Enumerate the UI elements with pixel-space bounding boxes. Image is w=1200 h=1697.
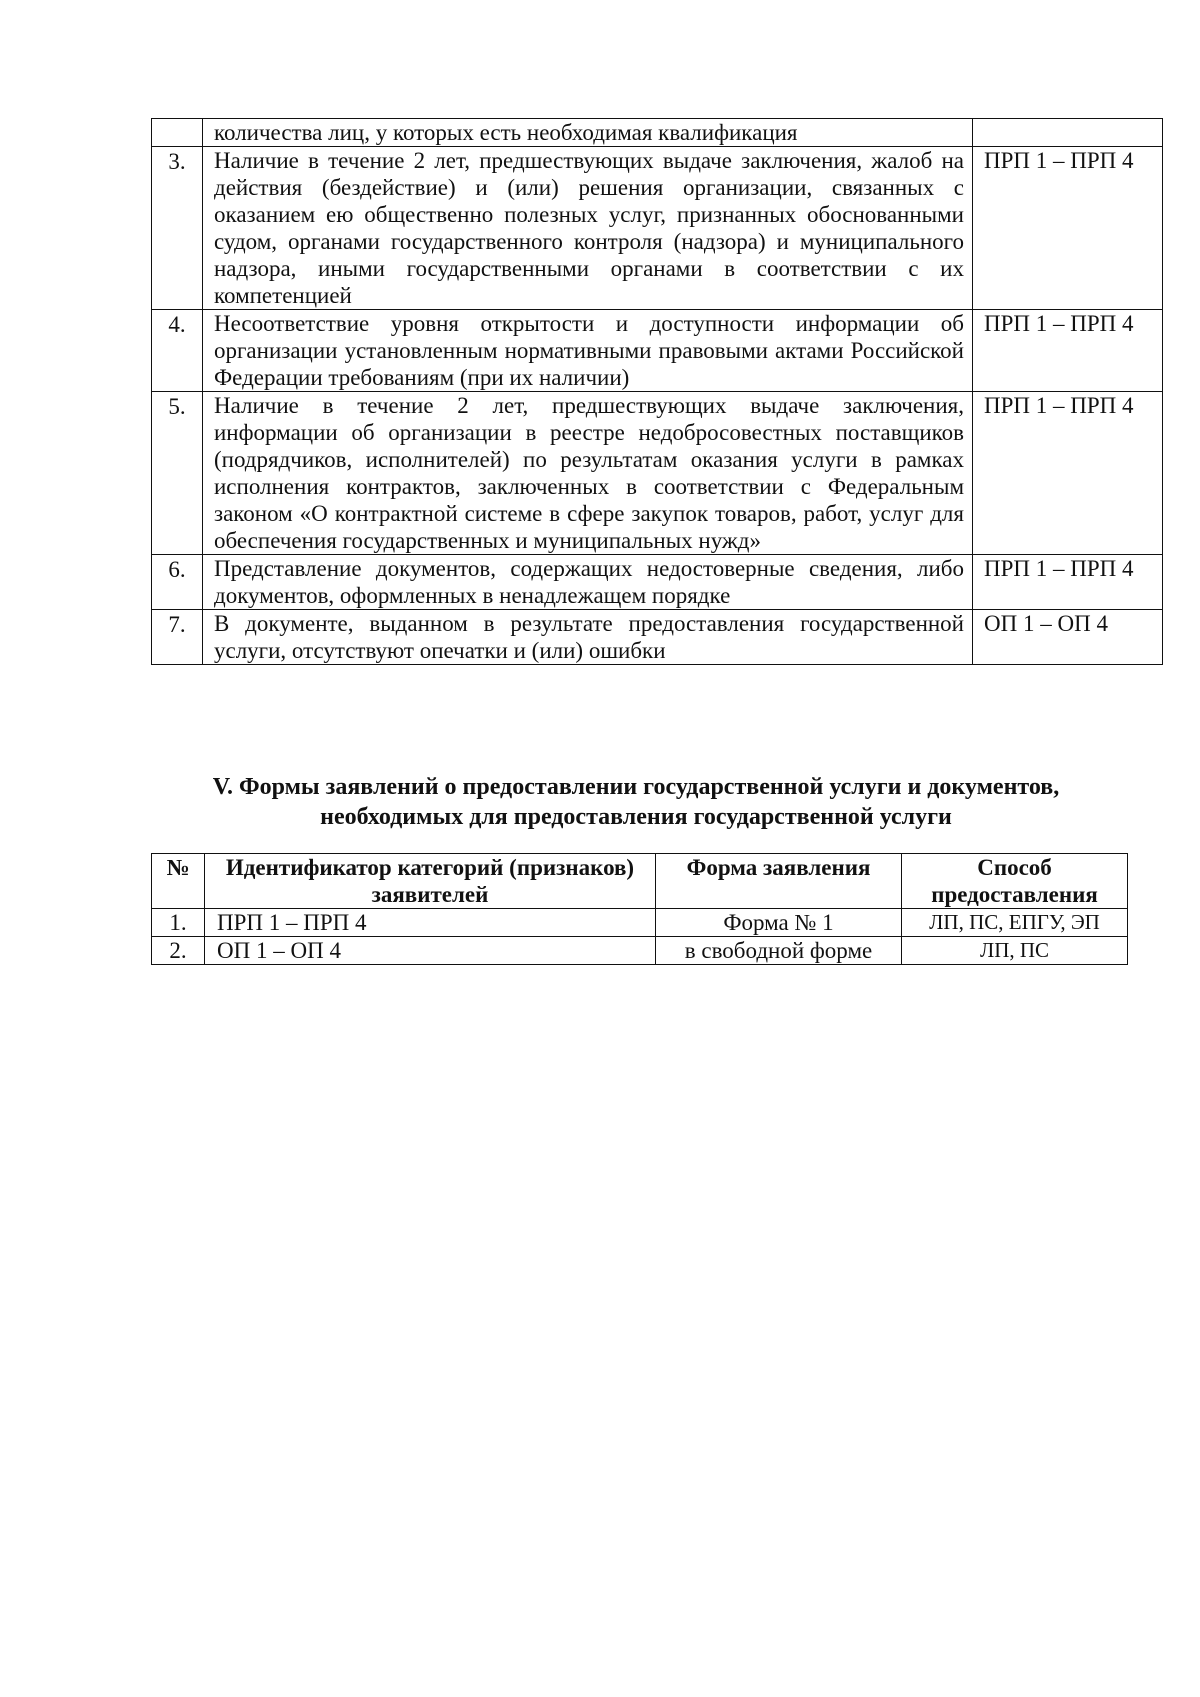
table-row [152, 909, 1128, 937]
row-text: Наличие в течение 2 лет, предшествующих выдаче заключения, информации об организации в реестре недобросовестных поставщиков (подрядчиков, исполнителей) по результатам оказания услуги в рамках исполнения контрактов, заключенных в соответствии с Федеральным законом «О контрактной системе в сфере закупок товаров, работ, услуг для обеспечения государственных и муниципальных нужд» [203, 392, 973, 555]
table-row [152, 119, 1163, 147]
header-identifier: Идентификатор категорий (признаков) заявителей [205, 854, 656, 909]
header-number: № [152, 854, 205, 909]
row-code: ПРП 1 – ПРП 4 [973, 392, 1163, 555]
row-form: в свободной форме [656, 937, 902, 965]
row-form: Форма № 1 [656, 909, 902, 937]
table-row [152, 310, 1163, 392]
section-heading-line-1: V. Формы заявлений о предоставлении государственной услуги и документов, [212, 774, 1060, 800]
row-text: Несоответствие уровня открытости и доступности информации об организации установленным нормативными правовыми актами Российской Федерации требованиям (при их наличии) [203, 310, 973, 392]
table-row [152, 937, 1128, 965]
row-code: ПРП 1 – ПРП 4 [973, 310, 1163, 392]
row-text: количества лиц, у которых есть необходимая квалификация [203, 119, 973, 147]
row-number: 1. [152, 909, 205, 937]
row-number: 4. [152, 310, 203, 392]
row-method: ЛП, ПС [902, 937, 1128, 965]
forms-table [151, 853, 1128, 965]
row-code: ПРП 1 – ПРП 4 [973, 147, 1163, 310]
table-row [152, 610, 1163, 665]
section-heading-line-2: необходимых для предоставления государственной услуги [320, 804, 952, 830]
row-number: 5. [152, 392, 203, 555]
row-number [152, 119, 203, 147]
row-text: Представление документов, содержащих недостоверные сведения, либо документов, оформленных в ненадлежащем порядке [203, 555, 973, 610]
row-method: ЛП, ПС, ЕПГУ, ЭП [902, 909, 1128, 937]
row-number: 6. [152, 555, 203, 610]
row-number: 7. [152, 610, 203, 665]
row-text: Наличие в течение 2 лет, предшествующих выдаче заключения, жалоб на действия (бездействие) и (или) решения организации, связанных с оказанием ею общественно полезных услуг, признанных обоснованными судом, органами государственного контроля (надзора) и муниципального надзора, иными государственными органами в соответствии с их компетенцией [203, 147, 973, 310]
row-code [973, 119, 1163, 147]
row-number: 3. [152, 147, 203, 310]
header-method: Способ предоставления [902, 854, 1128, 909]
row-identifier: ОП 1 – ОП 4 [205, 937, 656, 965]
row-identifier: ПРП 1 – ПРП 4 [205, 909, 656, 937]
row-text: В документе, выданном в результате предоставления государственной услуги, отсутствуют опечатки и (или) ошибки [203, 610, 973, 665]
row-code: ОП 1 – ОП 4 [973, 610, 1163, 665]
table-header-row [152, 854, 1128, 909]
header-form: Форма заявления [656, 854, 902, 909]
grounds-table [151, 118, 1163, 665]
table-row [152, 555, 1163, 610]
row-code: ПРП 1 – ПРП 4 [973, 555, 1163, 610]
row-number: 2. [152, 937, 205, 965]
section-heading [151, 772, 1121, 832]
table-row [152, 392, 1163, 555]
table-row [152, 147, 1163, 310]
